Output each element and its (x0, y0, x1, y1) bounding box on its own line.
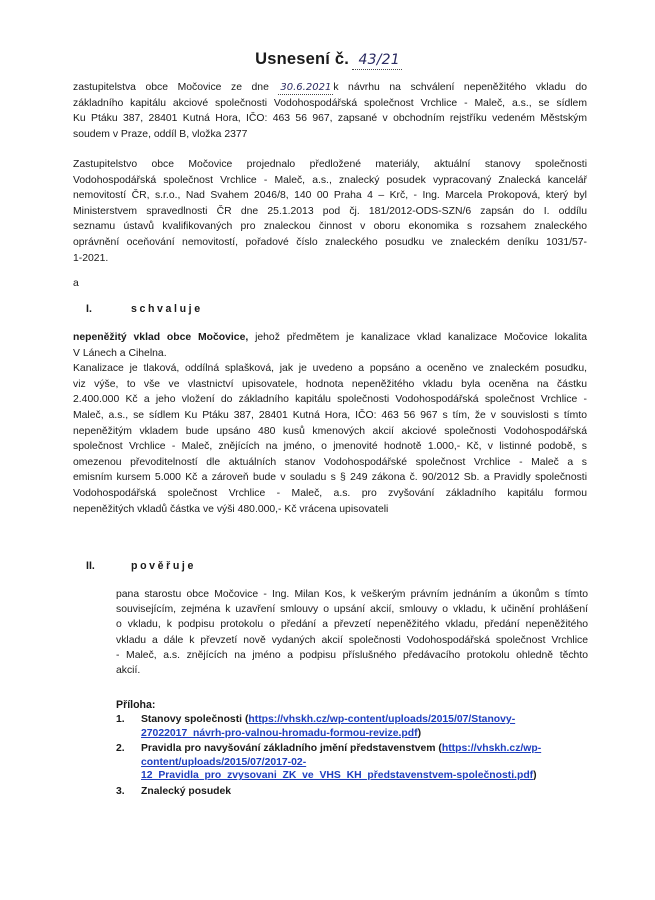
section-1-line: Kanalizace je tlaková, oddílná splašková, jak je uvedeno a popsáno a oceněno ve znaleckém posudku, (73, 363, 587, 375)
attachment-label: Stanovy společnosti (141, 714, 243, 725)
intro-line-3: Ku Ptáku 387, 28401 Kutná Hora, IČO: 463 56 967, zapsané v obchodním rejstříku vedeném Městským (73, 113, 587, 125)
section-1-line: omezenou převoditelností dle aktuálních stanov Vodohospodářské společnost Vrchlice - Maleč a s (73, 456, 587, 468)
attachment-number: 3. (116, 785, 125, 797)
attachment-number: 1. (116, 714, 125, 725)
intro-line-2: základního kapitálu akciové společnosti Vodohospodářská společnost Vrchlice - Maleč, a.s., se sídlem (73, 97, 587, 109)
section-2-line: akcií. (116, 665, 141, 677)
conjunction-label: a (73, 278, 79, 289)
section-2-line: vkladu a dále k převzetí nově vydaných akcií společnosti Vodohospodářská společnost Vrchlice (116, 634, 588, 646)
section-1-line: nepeněžitý vklad obce Močovice, jehož předmětem je kanalizace vklad kanalizace Močovice lokalita (73, 332, 587, 343)
section-1-line: společnost Vrchlice - Maleč, znějících na jméno, o jmenovité hodnotě 1.000,- Kč, v listinné podobě, s (73, 441, 587, 453)
intro-line-4: soudem v Praze, oddíl B, vložka 2377 (73, 128, 248, 140)
section-2-body (116, 587, 588, 678)
attachments-title: Příloha: (116, 699, 156, 711)
attachment-item (116, 785, 586, 799)
consideration-line: Vodohospodářská společnost Vrchlice - Maleč, a.s., znalecký posudek vypracovaný Znalecká kancelář (73, 174, 587, 186)
attachments-list (116, 713, 586, 801)
attachment-link[interactable]: https://vhskh.cz/wp-content/uploads/2015/07/Stanovy- (248, 714, 516, 725)
section-2-line: - Maleč, a.s. znějících na jméno a podpisu příslušného předávacího protokolu ohledně těchto (116, 649, 588, 661)
handwritten-date: 30.6.2021 (278, 80, 333, 96)
attachment-item: 1. Stanovy společnosti (https://vhskh.cz/wp-content/uploads/2015/07/Stanovy- 27022017_návrh-pro-valnou-hromadu-formou-revize.pdf) (116, 714, 516, 739)
consideration-line: seznamu ústavů kvalifikovaných pro znaleckou činnost v oboru ekonomika s rozsahem znaleckého (73, 221, 587, 233)
consideration-paragraph (73, 157, 587, 266)
section-2-title: pověřuje (131, 560, 196, 572)
section-1-number: I. (86, 303, 92, 315)
section-2-number: II. (86, 560, 95, 572)
conjunction-text (73, 276, 587, 292)
attachment-item: 2. Pravidla pro navyšování základního jmění představenstvem (https://vhskh.cz/wp- content/uploads/2015/07/2017-02- 12_Pravidla_pro_zvysovani_ZK_ve_VHS_KH_představenstvem-společnosti.pdf) (116, 743, 542, 782)
section-1-line: nepeněžitým vkladem bude upsáno 480 kusů kmenových akcií akciové společnosti Vodohospodářská (73, 425, 587, 437)
attachment-link[interactable]: 27022017_návrh-pro-valnou-hromadu-formou-revize.pdf (141, 727, 418, 739)
attachment-label: Pravidla pro navyšování základního jmění představenstvem (141, 743, 436, 755)
section-1-line: Vodohospodářská společnost Vrchlice - Maleč, a.s. pro zvyšování základního kapitálu formou (73, 487, 587, 499)
section-2-line: souvisejícím, zejména k uzavření smlouvy o upsání akcií, smlouvy o vkladu, k učinění prohlášení (116, 604, 588, 616)
section-2-line: o vkladu, k podpisu protokolu o předání a převzetí nepeněžitého vkladu, předání nepeněžitého (116, 619, 588, 631)
consideration-line: 1-2021. (73, 252, 109, 264)
section-1-line: emisním kursem 5.000 Kč a zároveň bude v souladu s § 249 zákona č. 90/2012 Sb. a Pravidly společnosti (73, 472, 587, 484)
attachment-link[interactable]: 12_Pravidla_pro_zvysovani_ZK_ve_VHS_KH_představenstvem-společnosti.pdf (141, 770, 534, 782)
section-1-line: viz výše, to vše ve vlastnictví upisovatele, hodnota nepeněžitého vkladu byla oceněna na částku (73, 378, 587, 390)
intro-paragraph (73, 80, 587, 142)
section-1-line: nepeněžitých vkladů částka ve výši 480.000,- Kč vrácena upisovateli (73, 503, 389, 515)
section-1-line: V Lánech a Cihelna. (73, 347, 167, 359)
attachment-number: 2. (116, 743, 125, 755)
section-1-title: schvaluje (131, 303, 203, 315)
bold-subject: nepeněžitý vklad obce Močovice, (73, 332, 249, 343)
consideration-line: Ministerstvem spravedlnosti ČR dne 25.1.2013 pod čj. 181/2012-ODS-SZN/6 zapsán do I. oddílu (73, 205, 587, 217)
section-1-line: Maleč, a.s., se sídlem Ku Ptáku 387, 28401 Kutná Hora, IČO: 463 56 967 s tím, že v souvislosti s tímto (73, 409, 587, 421)
title-label: Usnesení č. (255, 50, 350, 68)
section-2-line: pana starostu obce Močovice - Ing. Milan Kos, k veškerým právním jednáním a úkonům s tímto (116, 589, 588, 600)
attachment-label: Znalecký posudek (141, 785, 232, 797)
section-1-body (73, 330, 587, 517)
consideration-line: oprávnění oceňování nemovitostí, pořadové číslo znaleckého posudku ve znaleckém deníku 1031/57- (73, 236, 587, 248)
intro-line-1: zastupitelstva obce Močovice ze dne 30.6.2021 k návrhu na schválení nepeněžitého vkladu do (73, 80, 587, 96)
handwritten-resolution-number: 43/21 (354, 52, 400, 68)
attachment-link[interactable]: content/uploads/2015/07/2017-02- (141, 756, 307, 768)
section-1-line: 2.400.000 Kč a jeho vložení do základního kapitálu společnosti Vodohospodářská společnost Vrchlice - (73, 394, 587, 406)
consideration-line: Zastupitelstvo obce Močovice projednalo předložené materiály, aktuální stanovy společnosti (73, 159, 587, 170)
document-title (0, 50, 655, 69)
attachment-link[interactable]: https://vhskh.cz/wp- (441, 743, 542, 755)
consideration-line: nemovitostí ČR, s.r.o., Nad Svahem 2046/8, 140 00 Praha 4 – Krč, - Ing. Marcela Prokopová, který byl (73, 190, 587, 202)
